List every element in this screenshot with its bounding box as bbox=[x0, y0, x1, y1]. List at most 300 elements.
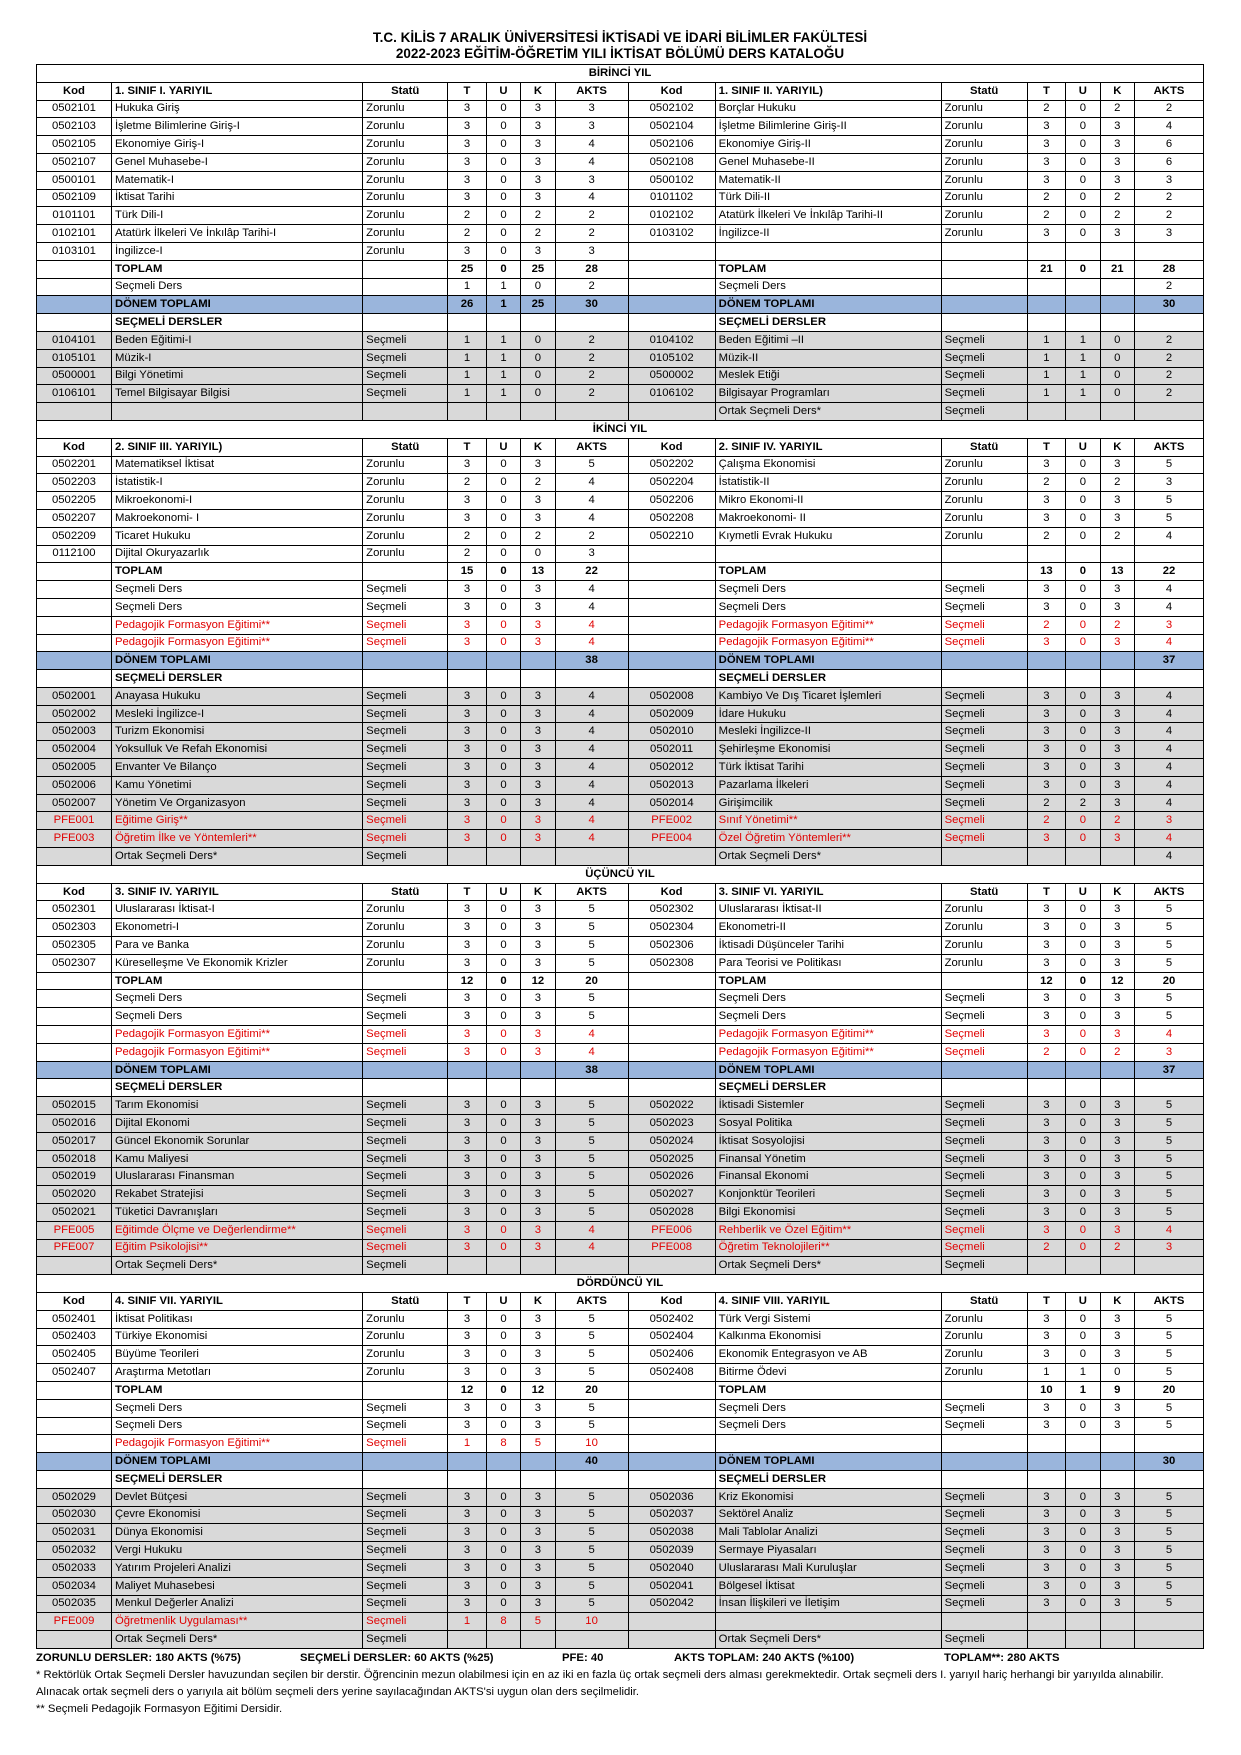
left-course-code: 0502019 bbox=[37, 1168, 112, 1186]
left-course-name: Seçmeli Ders bbox=[111, 278, 362, 296]
right-course-code: 0502104 bbox=[628, 118, 715, 136]
right-total-k bbox=[1100, 652, 1134, 670]
left-course-code: 0101101 bbox=[37, 207, 112, 225]
right-course-k: 2 bbox=[1100, 1043, 1134, 1061]
right-course-akts bbox=[1135, 1257, 1204, 1275]
right-course-t bbox=[1027, 1631, 1065, 1649]
left-course-akts: 3 bbox=[555, 171, 628, 189]
left-course-code bbox=[37, 1026, 112, 1044]
right-course-k: 3 bbox=[1100, 1221, 1134, 1239]
left-course-akts: 4 bbox=[555, 794, 628, 812]
right-course-akts: 5 bbox=[1135, 1097, 1204, 1115]
left-course-code: 0502407 bbox=[37, 1364, 112, 1382]
right-course-k: 3 bbox=[1100, 118, 1134, 136]
right-course-status: Zorunlu bbox=[941, 207, 1027, 225]
right-course-u bbox=[1066, 1613, 1100, 1631]
right-course-name: Sosyal Politika bbox=[715, 1115, 941, 1133]
right-course-status: Seçmeli bbox=[941, 349, 1027, 367]
elective-slot-row bbox=[37, 581, 1204, 599]
right-course-status: Zorunlu bbox=[941, 153, 1027, 171]
right-course-u: 0 bbox=[1066, 1346, 1100, 1364]
year-title-row bbox=[37, 420, 1204, 438]
right-course-akts: 4 bbox=[1135, 794, 1204, 812]
right-course-u: 1 bbox=[1066, 349, 1100, 367]
left-course-u: 0 bbox=[486, 741, 520, 759]
left-course-name: Araştırma Metotları bbox=[111, 1364, 362, 1382]
elective-course-row bbox=[37, 1631, 1204, 1649]
right-course-akts: 5 bbox=[1135, 1008, 1204, 1026]
left-course-status bbox=[363, 403, 448, 421]
left-course-akts: 5 bbox=[555, 1310, 628, 1328]
right-course-name: Pedagojik Formasyon Eğitimi** bbox=[715, 1043, 941, 1061]
right-course-name: İstatistik-II bbox=[715, 474, 941, 492]
left-course-k: 3 bbox=[521, 136, 555, 154]
left-course-code: 0502002 bbox=[37, 705, 112, 723]
left-course-akts: 5 bbox=[555, 901, 628, 919]
right-header-k: K bbox=[1100, 1292, 1134, 1310]
right-course-status bbox=[941, 545, 1027, 563]
right-total-label: DÖNEM TOPLAMI bbox=[715, 296, 941, 314]
left-course-u: 0 bbox=[486, 794, 520, 812]
right-course-u bbox=[1066, 403, 1100, 421]
right-header-t: T bbox=[1027, 438, 1065, 456]
left-course-status: Seçmeli bbox=[363, 1150, 448, 1168]
right-course-name: Sektörel Analiz bbox=[715, 1506, 941, 1524]
left-course-name: Küreselleşme Ve Ekonomik Krizler bbox=[111, 954, 362, 972]
right-course-t: 2 bbox=[1027, 474, 1065, 492]
right-course-u: 0 bbox=[1066, 1488, 1100, 1506]
year-title-row bbox=[37, 1275, 1204, 1293]
right-course-u bbox=[1066, 1631, 1100, 1649]
left-course-status: Seçmeli bbox=[363, 759, 448, 777]
left-course-status: Seçmeli bbox=[363, 1257, 448, 1275]
left-course-u: 0 bbox=[486, 581, 520, 599]
right-course-akts: 4 bbox=[1135, 581, 1204, 599]
course-row bbox=[37, 456, 1204, 474]
right-course-name: Mesleki İngilizce-II bbox=[715, 723, 941, 741]
left-course-k: 3 bbox=[521, 1488, 555, 1506]
left-header-k: K bbox=[521, 1292, 555, 1310]
left-course-k: 3 bbox=[521, 1221, 555, 1239]
right-empty bbox=[1100, 670, 1134, 688]
left-course-t: 3 bbox=[448, 171, 486, 189]
right-course-name: Sermaye Piyasaları bbox=[715, 1542, 941, 1560]
right-course-akts: 3 bbox=[1135, 1043, 1204, 1061]
left-course-t: 3 bbox=[448, 1559, 486, 1577]
elective-course-row bbox=[37, 1239, 1204, 1257]
left-course-name: Genel Muhasebe-I bbox=[111, 153, 362, 171]
left-course-name: Türk Dili-I bbox=[111, 207, 362, 225]
left-course-code: 0502205 bbox=[37, 492, 112, 510]
footer bbox=[36, 1650, 1204, 1718]
right-course-code: 0500002 bbox=[628, 367, 715, 385]
right-course-u bbox=[1066, 278, 1100, 296]
right-course-u: 0 bbox=[1066, 776, 1100, 794]
right-course-u: 0 bbox=[1066, 171, 1100, 189]
right-course-u: 0 bbox=[1066, 616, 1100, 634]
right-course-k: 0 bbox=[1100, 385, 1134, 403]
left-header-semester: 2. SINIF III. YARIYIL) bbox=[111, 438, 362, 456]
right-course-k: 3 bbox=[1100, 1577, 1134, 1595]
right-course-status: Zorunlu bbox=[941, 1364, 1027, 1382]
semester-total-row bbox=[37, 1061, 1204, 1079]
right-total-t bbox=[1027, 1061, 1065, 1079]
right-course-k: 3 bbox=[1100, 1559, 1134, 1577]
left-course-k: 3 bbox=[521, 1310, 555, 1328]
left-course-k: 3 bbox=[521, 1043, 555, 1061]
right-course-k: 3 bbox=[1100, 598, 1134, 616]
left-course-k: 3 bbox=[521, 1204, 555, 1222]
left-course-u: 0 bbox=[486, 456, 520, 474]
right-course-akts: 4 bbox=[1135, 776, 1204, 794]
left-empty-status bbox=[363, 563, 448, 581]
right-course-akts: 3 bbox=[1135, 171, 1204, 189]
right-course-t: 2 bbox=[1027, 616, 1065, 634]
right-empty bbox=[1135, 314, 1204, 332]
left-course-name: Rekabet Stratejisi bbox=[111, 1186, 362, 1204]
left-empty bbox=[521, 1470, 555, 1488]
right-course-code: 0502014 bbox=[628, 794, 715, 812]
left-course-akts: 4 bbox=[555, 830, 628, 848]
left-course-code: 0502305 bbox=[37, 937, 112, 955]
left-course-code: 0105101 bbox=[37, 349, 112, 367]
right-header-semester: 2. SINIF IV. YARIYIL bbox=[715, 438, 941, 456]
elective-course-row bbox=[37, 794, 1204, 812]
left-course-akts: 5 bbox=[555, 1186, 628, 1204]
elective-title-row bbox=[37, 670, 1204, 688]
right-empty bbox=[1027, 1470, 1065, 1488]
left-course-akts: 5 bbox=[555, 1524, 628, 1542]
right-course-u: 0 bbox=[1066, 937, 1100, 955]
right-total-label: TOPLAM bbox=[715, 563, 941, 581]
left-course-t: 3 bbox=[448, 1595, 486, 1613]
right-course-u bbox=[1066, 848, 1100, 866]
right-course-akts: 4 bbox=[1135, 848, 1204, 866]
left-course-name: Eğitime Giriş** bbox=[111, 812, 362, 830]
left-course-name: Para ve Banka bbox=[111, 937, 362, 955]
right-course-code: 0502206 bbox=[628, 492, 715, 510]
left-course-status: Seçmeli bbox=[363, 581, 448, 599]
elective-slot-row bbox=[37, 990, 1204, 1008]
right-course-status: Seçmeli bbox=[941, 990, 1027, 1008]
right-course-t: 2 bbox=[1027, 1043, 1065, 1061]
left-empty bbox=[555, 670, 628, 688]
right-course-status: Seçmeli bbox=[941, 759, 1027, 777]
right-total-label: TOPLAM bbox=[715, 972, 941, 990]
right-course-akts: 4 bbox=[1135, 759, 1204, 777]
right-course-code bbox=[628, 634, 715, 652]
left-course-u: 0 bbox=[486, 1239, 520, 1257]
left-course-akts: 4 bbox=[555, 474, 628, 492]
left-course-name: Pedagojik Formasyon Eğitimi** bbox=[111, 616, 362, 634]
left-course-u: 0 bbox=[486, 189, 520, 207]
right-course-name: Türk Dili-II bbox=[715, 189, 941, 207]
left-empty-code bbox=[37, 1453, 112, 1471]
right-course-code: 0502040 bbox=[628, 1559, 715, 1577]
left-course-k bbox=[521, 1631, 555, 1649]
right-course-t: 3 bbox=[1027, 118, 1065, 136]
right-course-name: Şehirleşme Ekonomisi bbox=[715, 741, 941, 759]
left-course-akts: 4 bbox=[555, 812, 628, 830]
right-course-status: Zorunlu bbox=[941, 225, 1027, 243]
left-course-status: Seçmeli bbox=[363, 1168, 448, 1186]
left-header-k: K bbox=[521, 883, 555, 901]
right-course-akts: 4 bbox=[1135, 118, 1204, 136]
left-header-semester: 3. SINIF IV. YARIYIL bbox=[111, 883, 362, 901]
left-course-code: 0502006 bbox=[37, 776, 112, 794]
left-empty bbox=[363, 314, 448, 332]
left-course-name: Ekonomiye Giriş-I bbox=[111, 136, 362, 154]
right-course-akts: 5 bbox=[1135, 1506, 1204, 1524]
left-course-name: İngilizce-I bbox=[111, 242, 362, 260]
right-course-code: 0502008 bbox=[628, 687, 715, 705]
right-course-status: Seçmeli bbox=[941, 1150, 1027, 1168]
left-empty bbox=[363, 1079, 448, 1097]
left-total-label: TOPLAM bbox=[111, 260, 362, 278]
left-course-u: 0 bbox=[486, 1399, 520, 1417]
left-course-akts: 5 bbox=[555, 1008, 628, 1026]
left-course-t: 3 bbox=[448, 1008, 486, 1026]
right-course-t: 3 bbox=[1027, 1097, 1065, 1115]
right-course-name bbox=[715, 242, 941, 260]
right-course-u: 0 bbox=[1066, 527, 1100, 545]
left-course-status: Seçmeli bbox=[363, 1435, 448, 1453]
course-row bbox=[37, 509, 1204, 527]
left-course-code: 0502015 bbox=[37, 1097, 112, 1115]
right-total-t: 21 bbox=[1027, 260, 1065, 278]
left-course-t: 1 bbox=[448, 331, 486, 349]
right-course-t bbox=[1027, 1257, 1065, 1275]
left-course-k: 3 bbox=[521, 776, 555, 794]
right-elective-title: SEÇMELİ DERSLER bbox=[715, 1079, 941, 1097]
left-header-kod: Kod bbox=[37, 438, 112, 456]
right-course-akts: 5 bbox=[1135, 1132, 1204, 1150]
left-course-name: Dünya Ekonomisi bbox=[111, 1524, 362, 1542]
right-course-code: 0106102 bbox=[628, 385, 715, 403]
right-total-u: 0 bbox=[1066, 972, 1100, 990]
left-course-t: 3 bbox=[448, 492, 486, 510]
right-course-code: 0502208 bbox=[628, 509, 715, 527]
left-course-akts: 4 bbox=[555, 153, 628, 171]
right-course-u: 1 bbox=[1066, 1364, 1100, 1382]
right-course-k: 3 bbox=[1100, 492, 1134, 510]
right-course-t: 2 bbox=[1027, 527, 1065, 545]
left-course-u: 8 bbox=[486, 1613, 520, 1631]
left-course-u: 0 bbox=[486, 634, 520, 652]
right-total-t: 10 bbox=[1027, 1381, 1065, 1399]
left-empty bbox=[448, 670, 486, 688]
right-course-status: Seçmeli bbox=[941, 1506, 1027, 1524]
left-course-code: 0502016 bbox=[37, 1115, 112, 1133]
right-course-t: 3 bbox=[1027, 990, 1065, 1008]
left-course-status: Zorunlu bbox=[363, 474, 448, 492]
right-total-u: 0 bbox=[1066, 563, 1100, 581]
right-course-k: 3 bbox=[1100, 581, 1134, 599]
left-header-semester: 4. SINIF VII. YARIYIL bbox=[111, 1292, 362, 1310]
left-empty bbox=[448, 1079, 486, 1097]
left-course-status: Seçmeli bbox=[363, 794, 448, 812]
left-course-k: 3 bbox=[521, 759, 555, 777]
right-course-t: 3 bbox=[1027, 1506, 1065, 1524]
left-course-status: Seçmeli bbox=[363, 598, 448, 616]
right-course-name: İşletme Bilimlerine Giriş-II bbox=[715, 118, 941, 136]
left-course-akts: 4 bbox=[555, 776, 628, 794]
left-course-status: Zorunlu bbox=[363, 171, 448, 189]
left-course-t: 3 bbox=[448, 1204, 486, 1222]
right-course-k: 3 bbox=[1100, 171, 1134, 189]
right-course-name: Ortak Seçmeli Ders* bbox=[715, 1631, 941, 1649]
left-header-akts: AKTS bbox=[555, 1292, 628, 1310]
left-course-k: 3 bbox=[521, 1417, 555, 1435]
right-course-t: 3 bbox=[1027, 1026, 1065, 1044]
right-empty-status bbox=[941, 1453, 1027, 1471]
summary-zorunlu: ZORUNLU DERSLER: 180 AKTS (%75) bbox=[36, 1651, 241, 1664]
left-course-u: 0 bbox=[486, 1328, 520, 1346]
left-course-code: 0502004 bbox=[37, 741, 112, 759]
right-course-code: 0502013 bbox=[628, 776, 715, 794]
footnote-ortak-secmeli: * Rektörlük Ortak Seçmeli Dersler havuzundan seçilen bir derstir. Öğrencinin mezun olabilmesi için en az iki en fazla üç ortak seçmeli ders alması gerekmektedir. Ortak seçmeli ders I. yarıyıl hariç herhangi bir yarıyılda alınabilir. Alınacak ortak seçmeli ders o yarıyıla ait bölüm seçmeli ders yerine sayılacağından AKTS'si uygun olan ders seçilmelidir. bbox=[36, 1668, 1164, 1698]
left-empty-status bbox=[363, 972, 448, 990]
right-course-k bbox=[1100, 545, 1134, 563]
left-empty-status bbox=[363, 1453, 448, 1471]
elective-course-row bbox=[37, 776, 1204, 794]
left-course-akts: 5 bbox=[555, 1204, 628, 1222]
left-course-k: 3 bbox=[521, 990, 555, 1008]
left-course-status: Zorunlu bbox=[363, 242, 448, 260]
right-course-u bbox=[1066, 1435, 1100, 1453]
left-course-status: Seçmeli bbox=[363, 705, 448, 723]
left-course-u: 0 bbox=[486, 1168, 520, 1186]
right-empty-status bbox=[941, 563, 1027, 581]
left-course-name: Seçmeli Ders bbox=[111, 1417, 362, 1435]
right-course-t: 1 bbox=[1027, 331, 1065, 349]
left-course-k: 3 bbox=[521, 919, 555, 937]
left-course-status: Zorunlu bbox=[363, 527, 448, 545]
left-total-label: DÖNEM TOPLAMI bbox=[111, 1453, 362, 1471]
right-course-u: 0 bbox=[1066, 1008, 1100, 1026]
left-course-k: 3 bbox=[521, 901, 555, 919]
left-course-k: 3 bbox=[521, 1595, 555, 1613]
left-course-u: 0 bbox=[486, 1488, 520, 1506]
right-course-k: 3 bbox=[1100, 1132, 1134, 1150]
semester-total-row bbox=[37, 1453, 1204, 1471]
left-course-akts: 5 bbox=[555, 990, 628, 1008]
right-course-name: Pazarlama İlkeleri bbox=[715, 776, 941, 794]
right-course-status: Seçmeli bbox=[941, 1043, 1027, 1061]
left-course-t: 3 bbox=[448, 812, 486, 830]
left-course-akts: 5 bbox=[555, 1417, 628, 1435]
right-course-k bbox=[1100, 403, 1134, 421]
left-total-k: 13 bbox=[521, 563, 555, 581]
left-course-u: 0 bbox=[486, 937, 520, 955]
right-course-status: Seçmeli bbox=[941, 331, 1027, 349]
left-total-k bbox=[521, 1061, 555, 1079]
right-course-u: 0 bbox=[1066, 1115, 1100, 1133]
right-course-akts: 5 bbox=[1135, 1399, 1204, 1417]
right-course-t: 3 bbox=[1027, 1186, 1065, 1204]
left-course-t: 3 bbox=[448, 937, 486, 955]
left-course-u: 1 bbox=[486, 331, 520, 349]
column-header-row bbox=[37, 1292, 1204, 1310]
left-course-k: 3 bbox=[521, 1008, 555, 1026]
right-course-u: 0 bbox=[1066, 598, 1100, 616]
left-course-t: 3 bbox=[448, 741, 486, 759]
year-title: İKİNCİ YIL bbox=[37, 420, 1204, 438]
left-course-name: Matematiksel İktisat bbox=[111, 456, 362, 474]
right-course-name bbox=[715, 1435, 941, 1453]
left-course-u: 0 bbox=[486, 705, 520, 723]
right-course-k: 3 bbox=[1100, 990, 1134, 1008]
right-course-status: Seçmeli bbox=[941, 794, 1027, 812]
left-course-name: Dijital Ekonomi bbox=[111, 1115, 362, 1133]
left-course-status: Seçmeli bbox=[363, 1417, 448, 1435]
right-course-akts: 2 bbox=[1135, 367, 1204, 385]
right-course-status bbox=[941, 848, 1027, 866]
right-course-status: Zorunlu bbox=[941, 118, 1027, 136]
right-course-k: 3 bbox=[1100, 153, 1134, 171]
right-course-t: 3 bbox=[1027, 1132, 1065, 1150]
right-course-t: 3 bbox=[1027, 1328, 1065, 1346]
right-header-akts: AKTS bbox=[1135, 1292, 1204, 1310]
credit-summary bbox=[36, 1650, 1204, 1667]
left-header-kod: Kod bbox=[37, 883, 112, 901]
left-course-u: 0 bbox=[486, 207, 520, 225]
left-course-akts: 4 bbox=[555, 1026, 628, 1044]
left-course-code: 0103101 bbox=[37, 242, 112, 260]
right-course-akts bbox=[1135, 1613, 1204, 1631]
right-course-u: 0 bbox=[1066, 1595, 1100, 1613]
left-course-u: 0 bbox=[486, 776, 520, 794]
right-course-u: 0 bbox=[1066, 901, 1100, 919]
right-course-status: Seçmeli bbox=[941, 581, 1027, 599]
left-course-u: 0 bbox=[486, 1115, 520, 1133]
right-course-name: Genel Muhasebe-II bbox=[715, 153, 941, 171]
left-course-name: Anayasa Hukuku bbox=[111, 687, 362, 705]
left-course-t: 3 bbox=[448, 759, 486, 777]
right-course-akts bbox=[1135, 545, 1204, 563]
left-course-t: 3 bbox=[448, 1043, 486, 1061]
left-total-t: 26 bbox=[448, 296, 486, 314]
elective-course-row bbox=[37, 1168, 1204, 1186]
left-empty bbox=[486, 1079, 520, 1097]
right-course-akts bbox=[1135, 1631, 1204, 1649]
left-course-k: 3 bbox=[521, 794, 555, 812]
right-course-name: Pedagojik Formasyon Eğitimi** bbox=[715, 1026, 941, 1044]
left-course-code bbox=[37, 1417, 112, 1435]
right-course-k bbox=[1100, 1435, 1134, 1453]
left-total-label: TOPLAM bbox=[111, 972, 362, 990]
left-course-status: Zorunlu bbox=[363, 207, 448, 225]
right-course-status: Seçmeli bbox=[941, 1559, 1027, 1577]
right-course-akts: 4 bbox=[1135, 598, 1204, 616]
elective-course-row bbox=[37, 1488, 1204, 1506]
left-course-status: Seçmeli bbox=[363, 687, 448, 705]
left-course-name: Menkul Değerler Analizi bbox=[111, 1595, 362, 1613]
right-course-t: 1 bbox=[1027, 1364, 1065, 1382]
left-elective-title: SEÇMELİ DERSLER bbox=[111, 314, 362, 332]
right-course-akts: 5 bbox=[1135, 1168, 1204, 1186]
right-course-status: Seçmeli bbox=[941, 403, 1027, 421]
right-course-code: 0101102 bbox=[628, 189, 715, 207]
left-empty-code bbox=[37, 1061, 112, 1079]
right-course-code bbox=[628, 1008, 715, 1026]
left-course-name: Turizm Ekonomisi bbox=[111, 723, 362, 741]
left-course-code: 0502035 bbox=[37, 1595, 112, 1613]
left-course-u: 0 bbox=[486, 901, 520, 919]
course-row bbox=[37, 100, 1204, 118]
right-course-code: 0502023 bbox=[628, 1115, 715, 1133]
elective-slot-row bbox=[37, 1008, 1204, 1026]
